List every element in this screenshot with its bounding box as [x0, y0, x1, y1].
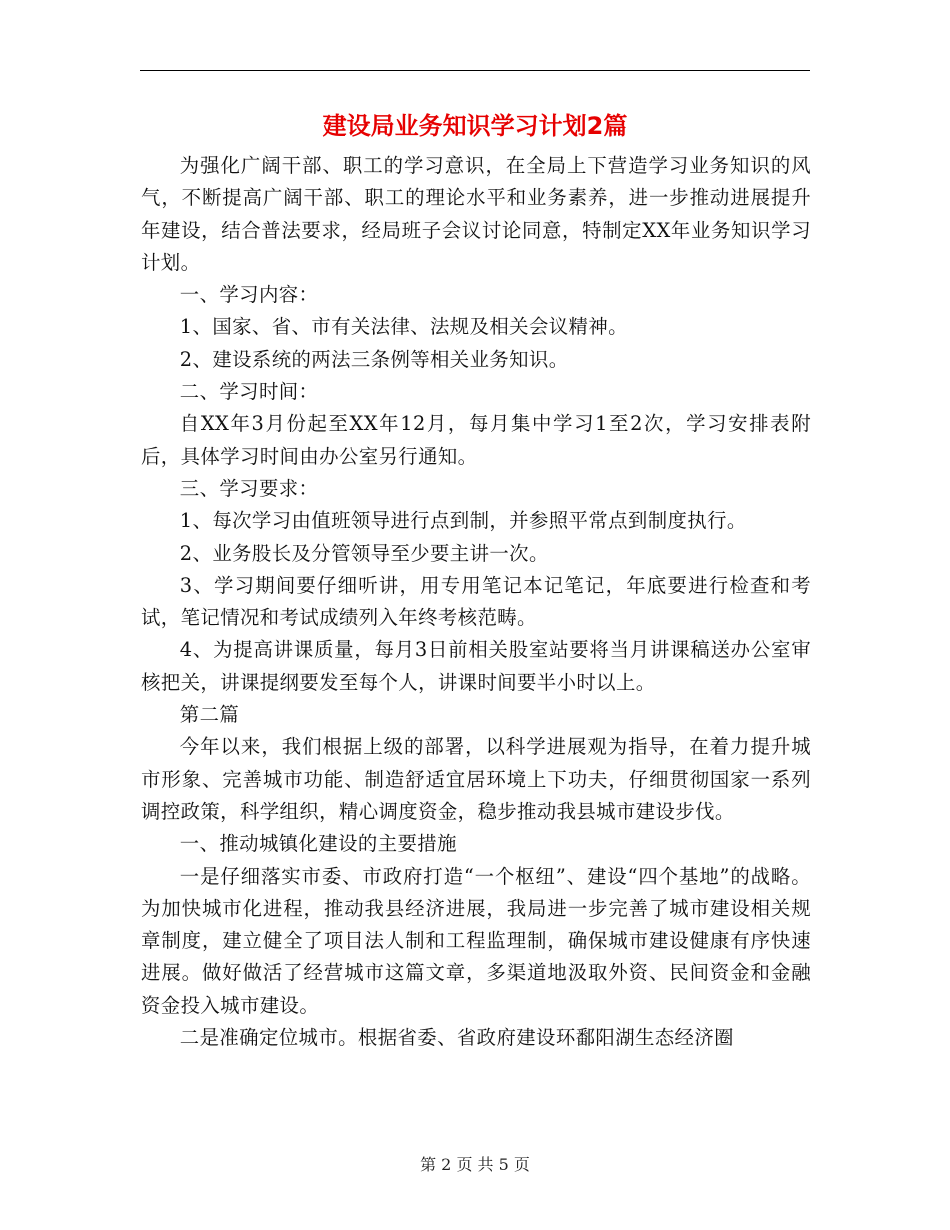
list-item: 1、每次学习由值班领导进行点到制，并参照平常点到制度执行。 — [179, 509, 747, 533]
document-body — [141, 150, 811, 1054]
document-title: 建设局业务知识学习计划2篇 — [322, 112, 628, 140]
list-item: 2、业务股长及分管领导至少要主讲一次。 — [179, 541, 549, 565]
section-heading-measures: 一、推动城镇化建设的主要措施 — [179, 832, 457, 856]
list-item: 1、国家、省、市有关法律、法规及相关会议精神。 — [179, 315, 628, 339]
section-heading-part-two: 第二篇 — [179, 703, 240, 727]
list-item: 2、建设系统的两法三条例等相关业务知识。 — [179, 347, 569, 371]
section-heading-time: 二、学习时间： — [179, 380, 319, 404]
section-heading-requirements: 三、学习要求： — [179, 476, 319, 500]
paragraph-part-two-intro: 今年以来，我们根据上级的部署，以科学进展观为指导，在着力提升城市形象、完善城市功能、制造舒适宜居环境上下功夫，仔细贯彻国家一系列调控政策，科学组织，精心调度资金，稳步推动我县城市建设步伐。 — [141, 735, 811, 823]
list-item: 4、为提高讲课质量，每月3日前相关股室站要将当月讲课稿送办公室审核把关，讲课提纲要发至每个人，讲课时间要半小时以上。 — [141, 638, 811, 694]
paragraph-intro: 为强化广阔干部、职工的学习意识，在全局上下营造学习业务知识的风气，不断提高广阔干部、职工的理论水平和业务素养，进一步推动进展提升年建设，结合普法要求，经局班子会议讨论同意，特制定XX年业务知识学习计划。 — [141, 154, 811, 274]
list-item: 3、学习期间要仔细听讲，用专用笔记本记笔记，年底要进行检查和考试，笔记情况和考试成绩列入年终考核范畴。 — [141, 573, 811, 630]
paragraph-measure-one: 一是仔细落实市委、市政府打造“一个枢纽”、建设“四个基地”的战略。为加快城市化进程，推动我县经济进展，我局进一步完善了城市建设相关规章制度，建立健全了项目法人制和工程监理制，确保城市建设健康有序快速进展。做好做活了经营城市这篇文章，多渠道地汲取外资、民间资金和金融资金投入城市建设。 — [141, 864, 811, 1017]
section-heading-content: 一、学习内容： — [179, 283, 319, 307]
header-rule — [140, 70, 810, 71]
paragraph-schedule: 自XX年3月份起至XX年12月，每月集中学习1至2次，学习安排表附后，具体学习时间由办公室另行通知。 — [141, 412, 811, 468]
paragraph-measure-two: 二是准确定位城市。根据省委、省政府建设环鄱阳湖生态经济圈 — [179, 1026, 734, 1050]
page-number: 第 2 页 共 5 页 — [420, 1155, 530, 1174]
